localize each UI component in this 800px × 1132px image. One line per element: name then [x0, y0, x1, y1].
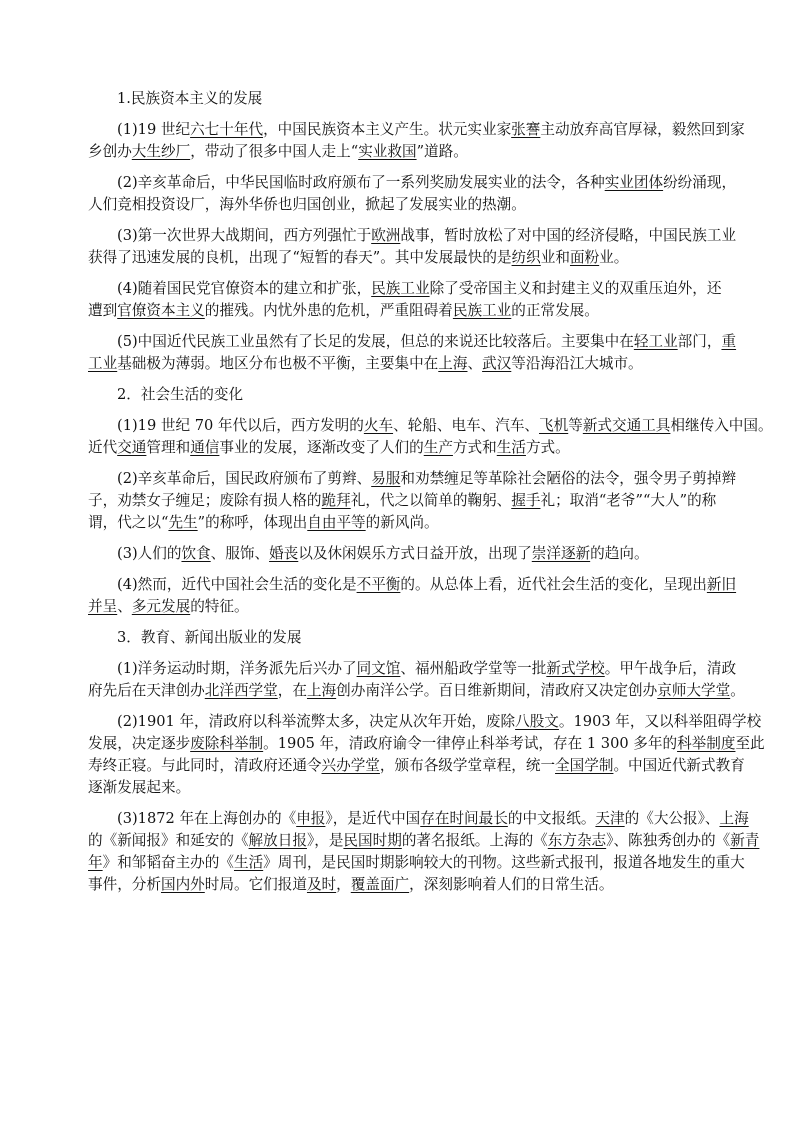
text-line	[88, 543, 713, 565]
text-segment: 。1903 年，又以科举阻碍学校	[558, 713, 762, 730]
underlined-keyword: 自由平等	[307, 514, 366, 531]
text-line	[88, 490, 717, 512]
underlined-keyword: 京师大学堂	[657, 682, 731, 699]
text-segment: 逐渐发展起来。	[88, 779, 191, 796]
text-line	[88, 353, 713, 375]
text-line	[88, 437, 713, 459]
underlined-keyword: 全国学制	[555, 757, 614, 774]
text-segment: 业和	[540, 249, 570, 266]
text-segment: 谓，代之以“	[88, 514, 169, 531]
text-line	[88, 141, 713, 163]
text-segment: 的中文报纸。	[507, 810, 596, 827]
underlined-keyword: 欧洲	[371, 227, 401, 244]
text-line	[88, 194, 713, 216]
text-segment: 乡创办	[88, 143, 132, 160]
text-segment: 方式。	[525, 439, 570, 456]
underlined-keyword: 火车	[363, 417, 394, 434]
text-segment: (3)人们的	[117, 545, 182, 562]
text-line	[88, 225, 737, 247]
text-segment: 、服饰、	[210, 545, 270, 562]
text-segment: 业。	[599, 249, 629, 266]
text-segment: (2)辛亥革命后，国民政府颁布了剪辫、	[117, 470, 372, 487]
underlined-keyword: 年	[88, 854, 103, 871]
underlined-keyword: 轻工业	[633, 333, 678, 350]
text-segment: (1)19 世纪 70 年代以后，西方发明的	[117, 417, 364, 434]
underlined-keyword: 面粉	[569, 249, 600, 266]
text-segment: 。	[730, 682, 745, 699]
text-segment: 1.民族资本主义的发展	[117, 90, 263, 107]
text-line	[88, 733, 765, 755]
text-segment: 》、陈独秀创办的《	[606, 832, 731, 849]
underlined-keyword: 并呈	[88, 598, 118, 615]
underlined-keyword: 跪拜	[321, 492, 351, 509]
underlined-keyword: 生活	[233, 854, 264, 871]
text-segment: 创办南洋公学。百日维新期间，清政府又决定创办	[336, 682, 658, 699]
text-segment: 除了受帝国主义和封建主义的双重压迫外，还	[429, 280, 722, 297]
underlined-keyword: 及时	[306, 876, 337, 893]
underlined-keyword: 解放日报	[248, 832, 307, 849]
text-segment: ，颁布各级学堂章程，统一	[379, 757, 556, 774]
text-segment: (2)1901 年，清政府以科举流弊太多，决定从次年开始，废除	[117, 713, 516, 730]
text-segment: 以及休闲娱乐方式日益开放，出现了	[298, 545, 532, 562]
text-segment: 事业的发展，逐渐改变了人们的	[219, 439, 424, 456]
text-segment: 3．教育、新闻出版业的发展	[117, 629, 302, 646]
text-segment: 发展，决定逐步	[88, 735, 191, 752]
text-segment: 》周刊，是民国时期影响较大的刊物。这些新式报刊，报道各地发生的重大	[263, 854, 745, 871]
underlined-keyword: 通信	[190, 439, 220, 456]
text-segment: 。中国近代新式教育	[613, 757, 745, 774]
underlined-keyword: 新旧	[706, 576, 737, 593]
text-segment: 礼，代之以简单的鞠躬、	[350, 492, 512, 509]
text-segment: 人们竞相投资设厂，海外华侨也归国创业，掀起了发展实业的热潮。	[88, 196, 526, 213]
underlined-keyword: 民国时期	[343, 832, 402, 849]
text-segment: ，中国民族资本主义产生。状元实业家	[263, 121, 512, 138]
text-line	[88, 278, 722, 300]
underlined-keyword: 存在时间最长	[420, 810, 508, 827]
underlined-keyword: 不平衡	[356, 576, 401, 593]
text-segment: 寿终正寝。与此同时，清政府还通令	[88, 757, 322, 774]
underlined-keyword: 国内外	[160, 876, 205, 893]
underlined-keyword: 重	[721, 333, 737, 350]
text-segment: 的趋向。	[590, 545, 649, 562]
text-segment: (4)然而，近代中国社会生活的变化是	[117, 576, 357, 593]
underlined-keyword: 东方杂志	[547, 832, 607, 849]
text-segment: 等	[568, 417, 583, 434]
text-segment: 纷纷涌现，	[663, 174, 737, 191]
underlined-keyword: 北洋西学堂	[204, 682, 278, 699]
underlined-keyword: 张謇	[511, 121, 541, 138]
text-segment: 战事，暂时放松了对中国的经济侵略，中国民族工业	[400, 227, 737, 244]
text-segment: 礼；取消“老爷”“大人”的称	[540, 492, 717, 509]
underlined-keyword: 覆盖面广	[350, 876, 410, 893]
text-segment: (1)洋务运动时期，洋务派先后兴办了	[117, 660, 357, 677]
text-line	[88, 331, 737, 353]
underlined-keyword: 废除科举制	[190, 735, 264, 752]
text-segment: 遭到	[88, 302, 118, 319]
underlined-keyword: 上海	[719, 810, 749, 827]
text-segment: (3)第一次世界大战期间，西方列强忙于	[117, 227, 372, 244]
text-segment: 。1905 年，清政府谕令一律停止科举考试，存在 1 300 多年的	[263, 735, 678, 752]
section-heading	[88, 627, 713, 649]
text-line	[88, 680, 745, 702]
text-segment: 府先后在天津创办	[88, 682, 205, 699]
text-segment: 的著名报纸。上海的《	[401, 832, 548, 849]
underlined-keyword: 申报	[296, 810, 326, 827]
text-segment: 等沿海沿江大城市。	[511, 355, 643, 372]
text-segment: 》和邹韬奋主办的《	[102, 854, 234, 871]
text-segment: 的摧残。内忧外患的危机，严重阻碍着	[204, 302, 453, 319]
text-line	[88, 658, 737, 680]
text-line	[88, 596, 713, 618]
underlined-keyword: 多元发展	[131, 598, 191, 615]
section-heading	[88, 88, 713, 110]
text-line	[88, 808, 749, 830]
text-segment: 近代	[88, 439, 118, 456]
text-segment: 方式和	[452, 439, 497, 456]
underlined-keyword: 科举制度	[677, 735, 736, 752]
underlined-keyword: 婚丧	[269, 545, 299, 562]
text-segment: 的《大公报》、	[624, 810, 720, 827]
text-segment: (2)辛亥革命后，中华民国临时政府颁布了一系列奖励发展实业的法令，各种	[117, 174, 605, 191]
text-line	[88, 512, 713, 534]
underlined-keyword: 上海	[306, 682, 337, 699]
text-line	[88, 574, 737, 596]
text-segment: (1)19 世纪	[117, 121, 191, 138]
underlined-keyword: 生活	[496, 439, 526, 456]
underlined-keyword: 崇洋逐新	[531, 545, 591, 562]
underlined-keyword: 兴办学堂	[321, 757, 380, 774]
text-line	[88, 852, 745, 874]
text-segment: 、福州船政学堂等一批	[400, 660, 547, 677]
text-segment: ，带动了很多中国人走上“	[190, 143, 359, 160]
text-segment: 、	[117, 598, 132, 615]
text-segment: 事件，分析	[88, 876, 161, 893]
document-page	[88, 88, 773, 896]
underlined-keyword: 六七十年代	[190, 121, 264, 138]
text-segment: ，深刻影响着人们的日常生活。	[409, 876, 614, 893]
underlined-keyword: 新式学校	[546, 660, 605, 677]
text-segment: ”道路。	[416, 143, 468, 160]
text-segment: 的正常发展。	[511, 302, 599, 319]
underlined-keyword: 易服	[371, 470, 401, 487]
text-segment: 子，劝禁女子缠足；废除有损人格的	[88, 492, 322, 509]
underlined-keyword: 大生纱厂	[131, 143, 191, 160]
text-segment: ，在	[277, 682, 307, 699]
text-line	[88, 755, 745, 777]
text-line	[88, 874, 713, 896]
text-line	[88, 172, 737, 194]
text-segment: 、	[467, 355, 483, 372]
underlined-keyword: 武汉	[482, 355, 512, 372]
section-heading	[88, 384, 713, 406]
text-line	[88, 119, 745, 141]
text-segment: ”的称呼，体现出	[197, 514, 308, 531]
underlined-keyword: 民族工业	[452, 302, 512, 319]
text-line	[88, 468, 737, 490]
underlined-keyword: 纺织	[511, 249, 541, 266]
underlined-keyword: 飞机	[539, 417, 569, 434]
text-segment: 的特征。	[190, 598, 249, 615]
underlined-keyword: 实业救国	[358, 143, 417, 160]
text-segment: 》，是	[306, 832, 344, 849]
text-segment: 。甲午战争后，清政	[604, 660, 737, 677]
text-segment: 的新风尚。	[365, 514, 439, 531]
underlined-keyword: 上海	[438, 355, 468, 372]
text-line	[88, 777, 713, 799]
underlined-keyword: 先生	[168, 514, 198, 531]
text-segment: 获得了迅速发展的良机，出现了“短暂的春天”。其中发展最快的是	[88, 249, 512, 266]
underlined-keyword: 生产	[423, 439, 453, 456]
underlined-keyword: 工业	[88, 355, 118, 372]
underlined-keyword: 同文馆	[356, 660, 401, 677]
text-segment: 2．社会生活的变化	[117, 386, 244, 403]
text-line	[88, 247, 713, 269]
text-segment: 相继传入中国。	[670, 417, 773, 434]
underlined-keyword: 天津	[595, 810, 625, 827]
text-segment: 基础极为薄弱。地区分布也极不平衡，主要集中在	[117, 355, 439, 372]
text-segment: 、轮船、电车、汽车、	[393, 417, 540, 434]
text-segment: 部门，	[677, 333, 722, 350]
text-line	[88, 300, 713, 322]
text-segment: (3)1872 年在上海创办的《	[117, 810, 297, 827]
underlined-keyword: 八股文	[515, 713, 559, 730]
underlined-keyword: 民族工业	[371, 280, 430, 297]
text-segment: 管理和	[146, 439, 191, 456]
text-line	[88, 830, 760, 852]
text-line	[88, 415, 773, 437]
text-segment: 的。从总体上看，近代社会生活的变化，呈现出	[400, 576, 707, 593]
underlined-keyword: 官僚资本主义	[117, 302, 205, 319]
underlined-keyword: 饮食	[181, 545, 211, 562]
text-segment: (5)中国近代民族工业虽然有了长足的发展，但总的来说还比较落后。主要集中在	[117, 333, 634, 350]
text-segment: ，	[336, 876, 351, 893]
underlined-keyword: 握手	[511, 492, 541, 509]
text-line	[88, 711, 762, 733]
text-segment: 主动放弃高官厚禄，毅然回到家	[540, 121, 745, 138]
text-segment: (4)随着国民党官僚资本的建立和扩张，	[117, 280, 372, 297]
text-segment: 和劝禁缠足等革除社会陋俗的法令，强令男子剪掉辫	[400, 470, 737, 487]
text-segment: 至此	[735, 735, 765, 752]
text-segment: 的《新闻报》和延安的《	[88, 832, 249, 849]
text-segment: 时局。它们报道	[204, 876, 307, 893]
underlined-keyword: 实业团体	[604, 174, 664, 191]
text-segment: 》，是近代中国	[325, 810, 421, 827]
underlined-keyword: 新式交通工具	[582, 417, 671, 434]
underlined-keyword: 新青	[730, 832, 760, 849]
underlined-keyword: 交通	[117, 439, 147, 456]
